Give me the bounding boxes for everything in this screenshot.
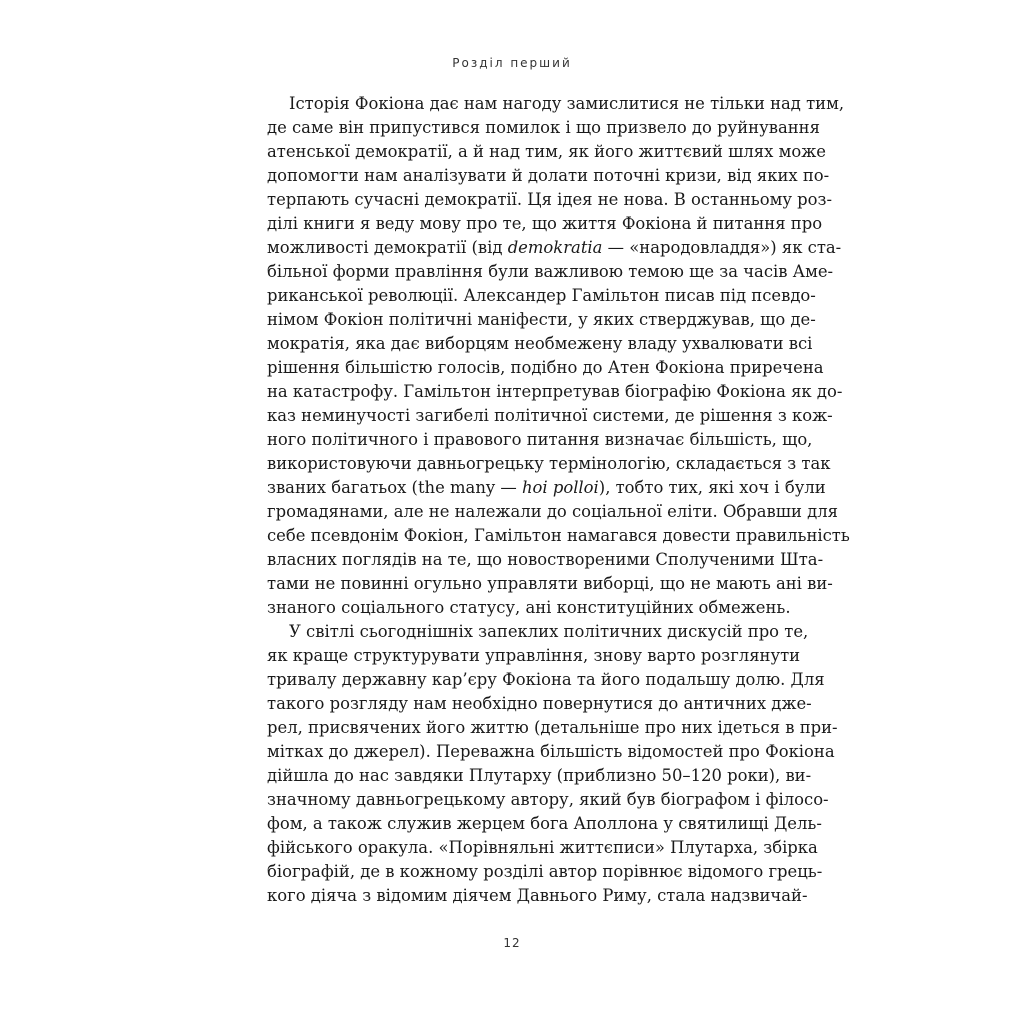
text-line: званих багатьох (the many — hoi polloi), тобто тих, які хоч і були (267, 478, 826, 497)
text-line: кого діяча з відомим діячем Давнього Риму, стала надзвичай- (267, 886, 808, 905)
text-line: рішення більшістю голосів, подібно до Атен Фокіона приречена (267, 358, 824, 377)
text-line: фом, а також служив жерцем бога Аполлона у святилищі Дель- (267, 814, 822, 833)
text-line: як краще структурувати управління, знову варто розглянути (267, 646, 801, 665)
running-head: Розділ перший (452, 56, 572, 70)
text-line: дійшла до нас завдяки Плутарху (приблизно 50–120 роки), ви- (267, 766, 812, 785)
text-line: тами не повинні огульно управляти виборці, що не мають ані ви- (267, 574, 833, 593)
text-line: атенської демократії, а й над тим, як його життєвий шлях може (267, 142, 826, 161)
body-text (267, 92, 850, 908)
text-line: ного політичного і правового питання визначає більшість, що, (267, 430, 813, 449)
text-line: більної форми правління були важливою темою ще за часів Аме- (267, 262, 834, 281)
text-line: каз неминучості загибелі політичної системи, де рішення з кож- (267, 406, 833, 425)
text-line: себе псевдонім Фокіон, Гамільтон намагався довести правильність (267, 526, 850, 545)
text-line: знаного соціального статусу, ані конституційних обмежень. (267, 598, 791, 617)
text-line: де саме він припустився помилок і що призвело до руйнування (267, 118, 820, 137)
text-line: допомогти нам аналізувати й долати поточні кризи, від яких по- (267, 166, 830, 185)
text-line: власних поглядів на те, що новоствореними Сполученими Шта- (267, 550, 824, 569)
text-line: тривалу державну кар’єру Фокіона та його подальшу долю. Для (267, 670, 825, 689)
text-line: можливості демократії (від demokratia — «народовладдя») як ста- (267, 238, 842, 257)
text-line: Історія Фокіона дає нам нагоду замислитися не тільки над тим, (289, 94, 845, 113)
text-line: мітках до джерел). Переважна більшість відомостей про Фокіона (267, 742, 835, 761)
text-line: німом Фокіон політичні маніфести, у яких стверджував, що де- (267, 310, 816, 329)
text-line: ділі книги я веду мову про те, що життя Фокіона й питання про (267, 214, 823, 233)
paragraph (267, 620, 838, 908)
text-line: риканської революції. Александер Гамільтон писав під псевдо- (267, 286, 816, 305)
text-line: громадянами, але не належали до соціальної еліти. Обравши для (267, 502, 838, 521)
text-line: значному давньогрецькому автору, який був біографом і філосо- (267, 790, 829, 809)
text-line: терпають сучасні демократії. Ця ідея не нова. В останньому роз- (267, 190, 833, 209)
text-line: такого розгляду нам необхідно повернутися до античних дже- (267, 694, 812, 713)
text-line: на катастрофу. Гамільтон інтерпретував біографію Фокіона як до- (267, 382, 843, 401)
text-line: фійського оракула. «Порівняльні життєписи» Плутарха, збірка (267, 838, 818, 857)
text-line: біографій, де в кожному розділі автор порівнює відомого грець- (267, 862, 823, 881)
text-line: використовуючи давньогрецьку термінологію, складається з так (267, 454, 831, 473)
text-line: рел, присвячених його життю (детальніше про них ідеться в при- (267, 718, 838, 737)
paragraph (267, 92, 850, 620)
text-line: мократія, яка дає виборцям необмежену владу ухвалювати всі (267, 334, 813, 353)
text-line: У світлі сьогоднішніх запеклих політичних дискусій про те, (289, 622, 809, 641)
page-number: 12 (503, 936, 521, 950)
